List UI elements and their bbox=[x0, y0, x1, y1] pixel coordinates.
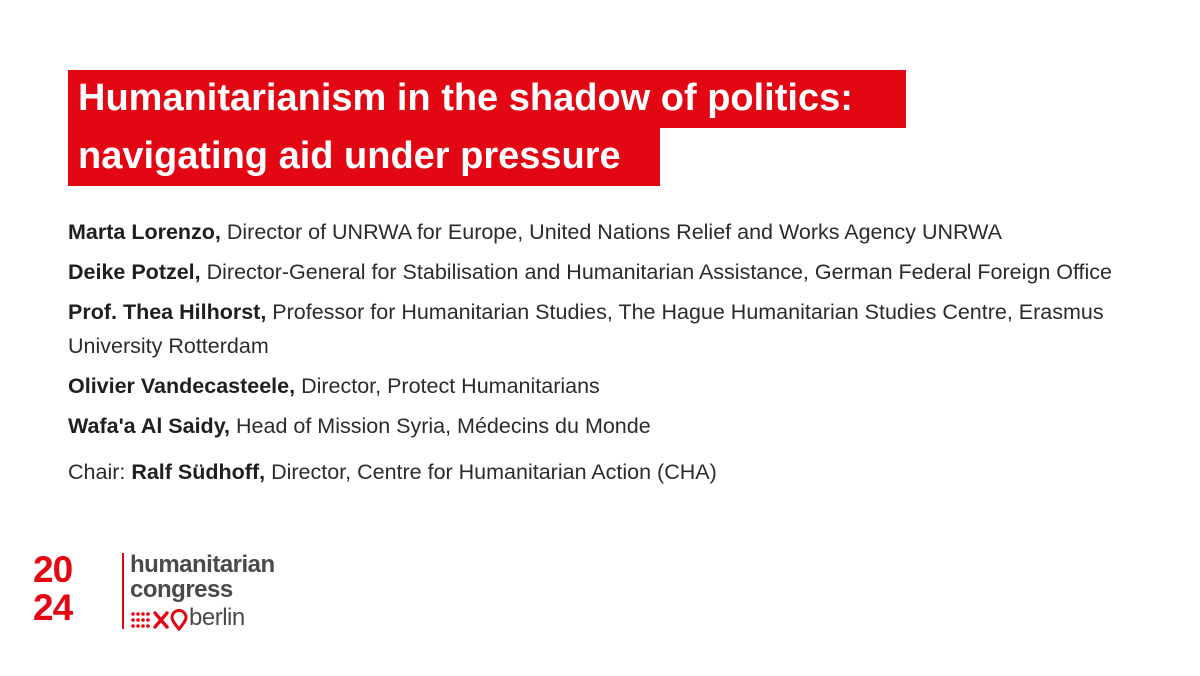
speaker-role: Director, Protect Humanitarians bbox=[295, 374, 600, 398]
cross-icon bbox=[155, 613, 167, 627]
speaker-role: Director of UNRWA for Europe, United Nations Relief and Works Agency UNRWA bbox=[220, 220, 1002, 244]
speaker-name: Wafa'a Al Saidy, bbox=[68, 414, 231, 438]
dots-icon bbox=[131, 612, 150, 628]
logo-word-berlin: berlin bbox=[189, 604, 245, 631]
chair-prefix: Chair: bbox=[68, 460, 132, 484]
logo-word-humanitarian: humanitarian bbox=[130, 551, 275, 578]
chair-line bbox=[68, 455, 1158, 489]
speaker-role: Professor for Humanitarian Studies, The Hague Humanitarian Studies Centre, Erasmus University Rotterdam bbox=[68, 300, 1104, 358]
speaker-role: Head of Mission Syria, Médecins du Monde bbox=[230, 414, 651, 438]
speaker-role: Director-General for Stabilisation and Humanitarian Assistance, German Federal Foreign Office bbox=[200, 260, 1113, 284]
logo-year bbox=[33, 551, 87, 627]
title-line-1: Humanitarianism in the shadow of politics: bbox=[68, 70, 906, 128]
speaker-item bbox=[68, 255, 1158, 289]
logo-icon-row bbox=[130, 609, 188, 631]
logo-word-congress: congress bbox=[130, 576, 233, 603]
title-block bbox=[68, 70, 906, 186]
logo-year-top: 20 bbox=[33, 549, 73, 590]
speaker-item bbox=[68, 409, 1158, 443]
speaker-item bbox=[68, 215, 1158, 249]
speaker-name: Olivier Vandecasteele, bbox=[68, 374, 296, 398]
logo-year-bottom: 24 bbox=[33, 587, 73, 628]
speaker-item bbox=[68, 369, 1158, 403]
location-pin-icon bbox=[172, 611, 186, 629]
speaker-name: Prof. Thea Hilhorst, bbox=[68, 300, 267, 324]
logo-divider bbox=[122, 553, 124, 629]
chair-name: Ralf Südhoff, bbox=[131, 460, 266, 484]
congress-logo bbox=[33, 551, 273, 635]
logo-icons bbox=[130, 609, 188, 631]
speaker-list bbox=[68, 215, 1158, 489]
speaker-item bbox=[68, 295, 1158, 363]
speaker-name: Deike Potzel, bbox=[68, 260, 201, 284]
title-line-2: navigating aid under pressure bbox=[68, 128, 660, 186]
chair-role: Director, Centre for Humanitarian Action (CHA) bbox=[265, 460, 717, 484]
speaker-name: Marta Lorenzo, bbox=[68, 220, 221, 244]
